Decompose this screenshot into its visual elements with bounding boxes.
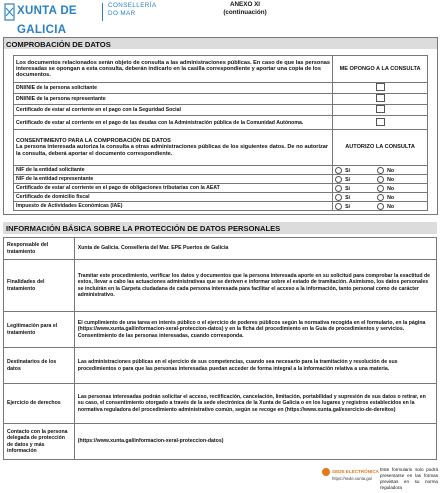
- no-radio[interactable]: [377, 194, 384, 201]
- conselleria-line-2: DO MAR: [108, 10, 136, 17]
- oppose-row-label: Certificado de estar al corriente en el pago con la Seguridad Social: [14, 105, 333, 116]
- proteccion-table: [3, 237, 437, 460]
- proteccion-key: Legitimación para el tratamiento: [4, 312, 75, 348]
- authorize-radio-group: [333, 166, 428, 175]
- xunta-logo: [4, 2, 102, 36]
- annex-title: ANEXO XI: [229, 1, 261, 8]
- consent-row-label: NIF de la entidad solicitante: [14, 166, 333, 175]
- proteccion-value: (https://www.xunta.gal/informacion-xeral-proteccion-datos): [74, 424, 436, 460]
- annex-subtitle: (continuación): [223, 8, 267, 16]
- sede-electronica-label: SEDE ELECTRÓNICA: [332, 469, 379, 474]
- authorize-radio-group: [333, 184, 428, 193]
- no-label: No: [387, 176, 395, 183]
- authorize-radio-group: [333, 175, 428, 184]
- authorize-radio-group: [333, 193, 428, 202]
- oppose-checkbox[interactable]: [376, 83, 385, 91]
- yes-radio[interactable]: [335, 194, 342, 201]
- no-radio[interactable]: [377, 167, 384, 174]
- logo-text: XUNTA DE GALICIA: [17, 5, 77, 36]
- no-label: No: [387, 167, 395, 174]
- page-header: [0, 0, 440, 36]
- no-radio[interactable]: [377, 185, 384, 192]
- proteccion-value: Xunta de Galicia. Consellería del Mar. EPE Puertos de Galicia: [74, 238, 436, 260]
- proteccion-value: Las administraciones públicas en el ejercicio de sus competencias, cuando sea necesario para la tramitación y resolución de sus procedimientos o para que las personas interesadas puedan acceder de forma integral a la información relativa a una materia.: [74, 348, 436, 384]
- authorize-column-header: AUTORIZO LA CONSULTA: [333, 130, 428, 166]
- conselleria-name: [108, 2, 157, 18]
- oppose-row-label: DNI/NIE de la persona representante: [14, 94, 333, 105]
- consent-row-label: Impuesto de Actividades Económicas (IAE): [14, 202, 333, 211]
- no-label: No: [387, 203, 395, 210]
- yes-radio[interactable]: [335, 167, 342, 174]
- proteccion-title: INFORMACIÓN BÁSICA SOBRE LA PROTECCIÓN DE DATOS PERSONALES: [6, 224, 281, 233]
- consent-row-label: Certificado de estar al corriente en el pago de obligaciones tributarias con la AEAT: [14, 184, 333, 193]
- oppose-checkbox[interactable]: [376, 94, 385, 102]
- consent-block: [14, 130, 333, 166]
- yes-label: Sí: [345, 167, 350, 174]
- comprobacion-intro: Los documentos relacionados serán objeto de consulta a las administraciones públicas. En caso de que las personas interesadas se opongan a esta consulta, deberán indicarlo en la casilla correspondiente y aportar una copia de los documentos.: [14, 56, 333, 83]
- no-label: No: [387, 194, 395, 201]
- consent-intro: La persona interesada autoriza la consulta a otras administraciones públicas de los siguientes datos. De no autorizar la consulta, deberá aportar el documento correspondiente.: [16, 144, 329, 157]
- consent-heading: CONSENTIMIENTO PARA LA COMPROBACIÓN DE DATOS: [16, 138, 171, 145]
- oppose-column-header: ME OPONGO A LA CONSULTA: [333, 56, 428, 83]
- authorize-radio-group: [333, 202, 428, 211]
- yes-label: Sí: [345, 194, 350, 201]
- consent-row-label: Certificado de domicilio fiscal: [14, 193, 333, 202]
- no-radio[interactable]: [377, 176, 384, 183]
- proteccion-key: Finalidades del tratamiento: [4, 260, 75, 312]
- conselleria-line-1: CONSELLERÍA: [108, 2, 157, 9]
- no-label: No: [387, 185, 395, 192]
- yes-radio[interactable]: [335, 203, 342, 210]
- comprobacion-table: [13, 55, 428, 211]
- xunta-emblem-icon: [4, 2, 15, 22]
- sede-url-link[interactable]: https://sede.xunta.gal: [332, 476, 372, 481]
- proteccion-value: El cumplimiento de una tarea en interés público o el ejercicio de poderes públicos según la normativa recogida en el formulario, en la página (https://www.xunta.gal/informacion-xeral-proteccion-datos) y en la ficha del procedimiento en la Guía de procedimientos y servicios. Consentimiento de las personas interesadas, cuando corresponda.: [74, 312, 436, 348]
- logo-divider: [102, 3, 103, 21]
- oppose-checkbox[interactable]: [376, 105, 385, 113]
- proteccion-value: Las personas interesadas podrán solicitar el acceso, rectificación, cancelación, limitación, portabilidad y supresión de sus datos o retirar, en su caso, el consentimiento otorgado a través de la sede electrónica de la Xunta de Galicia o en los lugares y registros establecidos en la normativa reguladora del procedimiento administrativo común, según se recoge en (https://www.xunta.gal/exercicio-de-dereitos): [74, 384, 436, 424]
- comprobacion-title: COMPROBACIÓN DE DATOS: [6, 40, 111, 49]
- proteccion-key: Ejercicio de derechos: [4, 384, 75, 424]
- footer-note: Este formulario solo podrá presentarse en las formas previstas en su norma reguladora: [380, 467, 438, 490]
- oppose-row-label: DNI/NIE de la persona solicitante: [14, 83, 333, 94]
- annex-heading: [170, 1, 320, 16]
- proteccion-value: Tramitar este procedimiento, verificar los datos y documentos que la persona interesada aporte en su solicitud para comprobar la exactitud de estos, llevar a cabo las actuaciones administrativas que se deriven e informar sobre el estado de tramitación. Asimismo, los datos personales se incluirán en la Carpeta ciudadana de cada persona interesada para facilitar el acceso a la información, tanto personal como de carácter administrativo.: [74, 260, 436, 312]
- consent-row-label: NIF de la entidad representante: [14, 175, 333, 184]
- proteccion-key: Destinatarios de los datos: [4, 348, 75, 384]
- yes-radio[interactable]: [335, 185, 342, 192]
- proteccion-key: Contacto con la persona delegada de protección de datos y más información: [4, 424, 75, 460]
- proteccion-key: Responsable del tratamiento: [4, 238, 75, 260]
- oppose-checkbox[interactable]: [376, 118, 385, 126]
- yes-radio[interactable]: [335, 176, 342, 183]
- yes-label: Sí: [345, 185, 350, 192]
- yes-label: Sí: [345, 203, 350, 210]
- oppose-row-label: Certificado de estar al corriente en el pago de las deudas con la Administración pública de la Comunidad Autónoma.: [14, 116, 333, 130]
- no-radio[interactable]: [377, 203, 384, 210]
- yes-label: Sí: [345, 176, 350, 183]
- sede-electronica-icon: [322, 468, 330, 476]
